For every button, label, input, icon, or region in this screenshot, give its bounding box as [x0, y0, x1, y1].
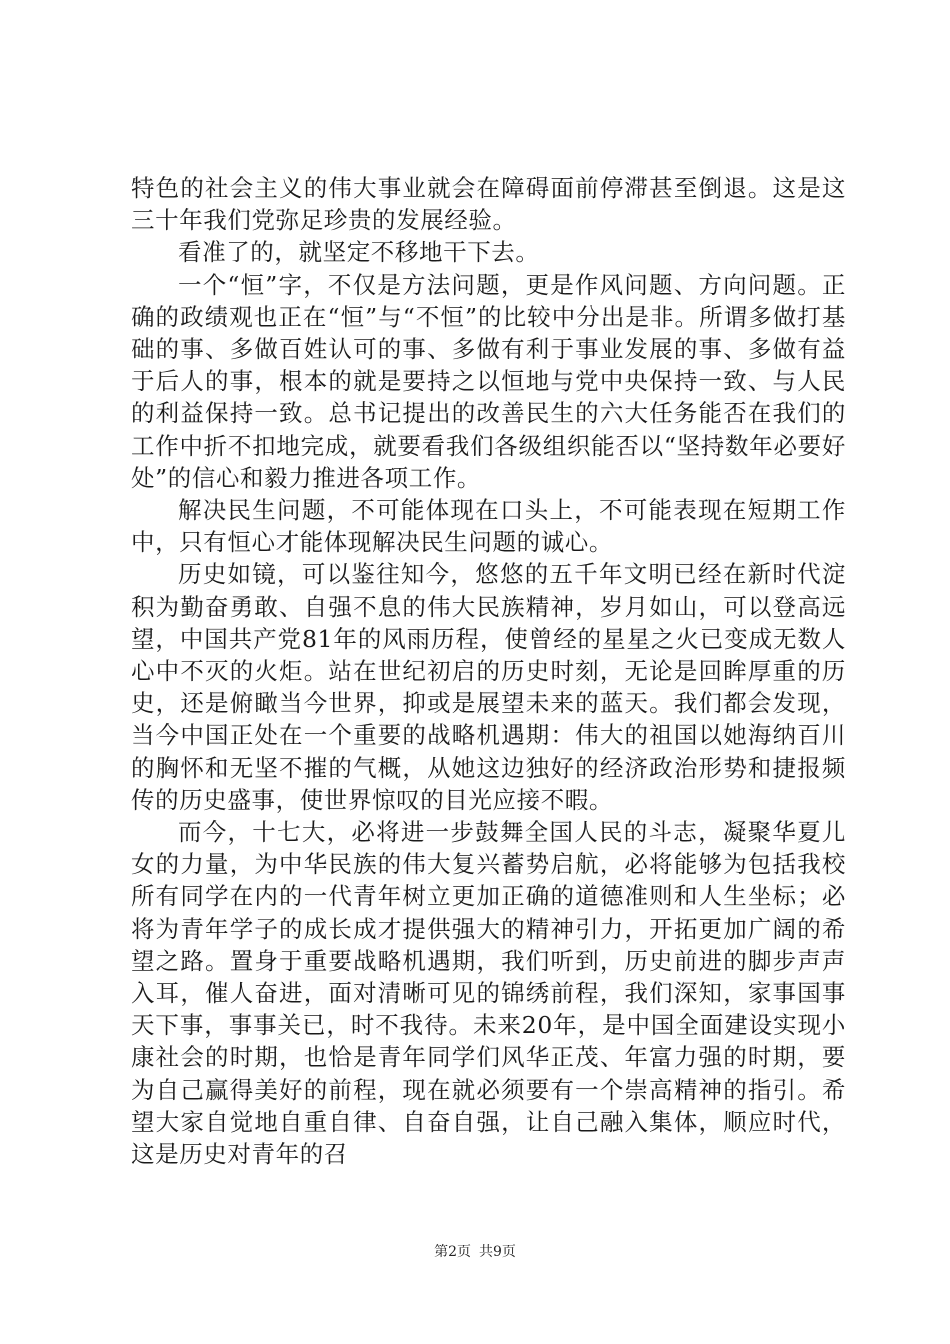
paragraph: 而今，十七大，必将进一步鼓舞全国人民的斗志，凝聚华夏儿女的力量，为中华民族的伟大复兴蓄势启航，必将能够为包括我校所有同学在内的一代青年树立更加正确的道德准则和人生坐标；必将为青年学子的成长成才提供强大的精神引力，开拓更加广阔的希望之路。置身于重要战略机遇期，我们听到，历史前进的脚步声声入耳，催人奋进，面对清晰可见的锦绣前程，我们深知，家事国事天下事，事事关已，时不我待。未来20年，是中国全面建设实现小康社会的时期，也恰是青年同学们风华正茂、年富力强的时期，要为自己赢得美好的前程，现在就必须要有一个崇高精神的指引。希望大家自觉地自重自律、自奋自强，让自己融入集体，顺应时代，这是历史对青年的召	[131, 818, 846, 1169]
page-number: 第2页	[434, 1244, 471, 1260]
page-total: 共9页	[479, 1244, 516, 1260]
paragraph: 解决民生问题，不可能体现在口头上，不可能表现在短期工作中，只有恒心才能体现解决民生问题的诚心。	[131, 496, 846, 557]
paragraph: 一个“恒”字，不仅是方法问题，更是作风问题、方向问题。正确的政绩观也正在“恒”与“不恒”的比较中分出是非。所谓多做打基础的事、多做百姓认可的事、多做有利于事业发展的事、多做有益于后人的事，根本的就是要持之以恒地与党中央保持一致、与人民的利益保持一致。总书记提出的改善民生的六大任务能否在我们的工作中折不扣地完成，就要看我们各级组织能否以“坚持数年必要好处”的信心和毅力推进各项工作。	[131, 270, 846, 492]
document-body	[131, 172, 846, 1170]
page-footer	[0, 1242, 950, 1262]
paragraph: 历史如镜，可以鉴往知今，悠悠的五千年文明已经在新时代淀积为勤奋勇敢、自强不息的伟大民族精神，岁月如山，可以登高远望，中国共产党81年的风雨历程，使曾经的星星之火已变成无数人心中不灭的火炬。站在世纪初启的历史时刻，无论是回眸厚重的历史，还是俯瞰当今世界，抑或是展望未来的蓝天。我们都会发现，当今中国正处在一个重要的战略机遇期：伟大的祖国以她海纳百川的胸怀和无坚不摧的气概，从她这边独好的经济政治形势和捷报频传的历史盛事，使世界惊叹的目光应接不暇。	[131, 560, 846, 814]
paragraph: 看准了的，就坚定不移地干下去。	[178, 238, 540, 267]
paragraph-continuation: 特色的社会主义的伟大事业就会在障碍面前停滞甚至倒退。这是这三十年我们党弥足珍贵的发展经验。	[131, 174, 846, 235]
